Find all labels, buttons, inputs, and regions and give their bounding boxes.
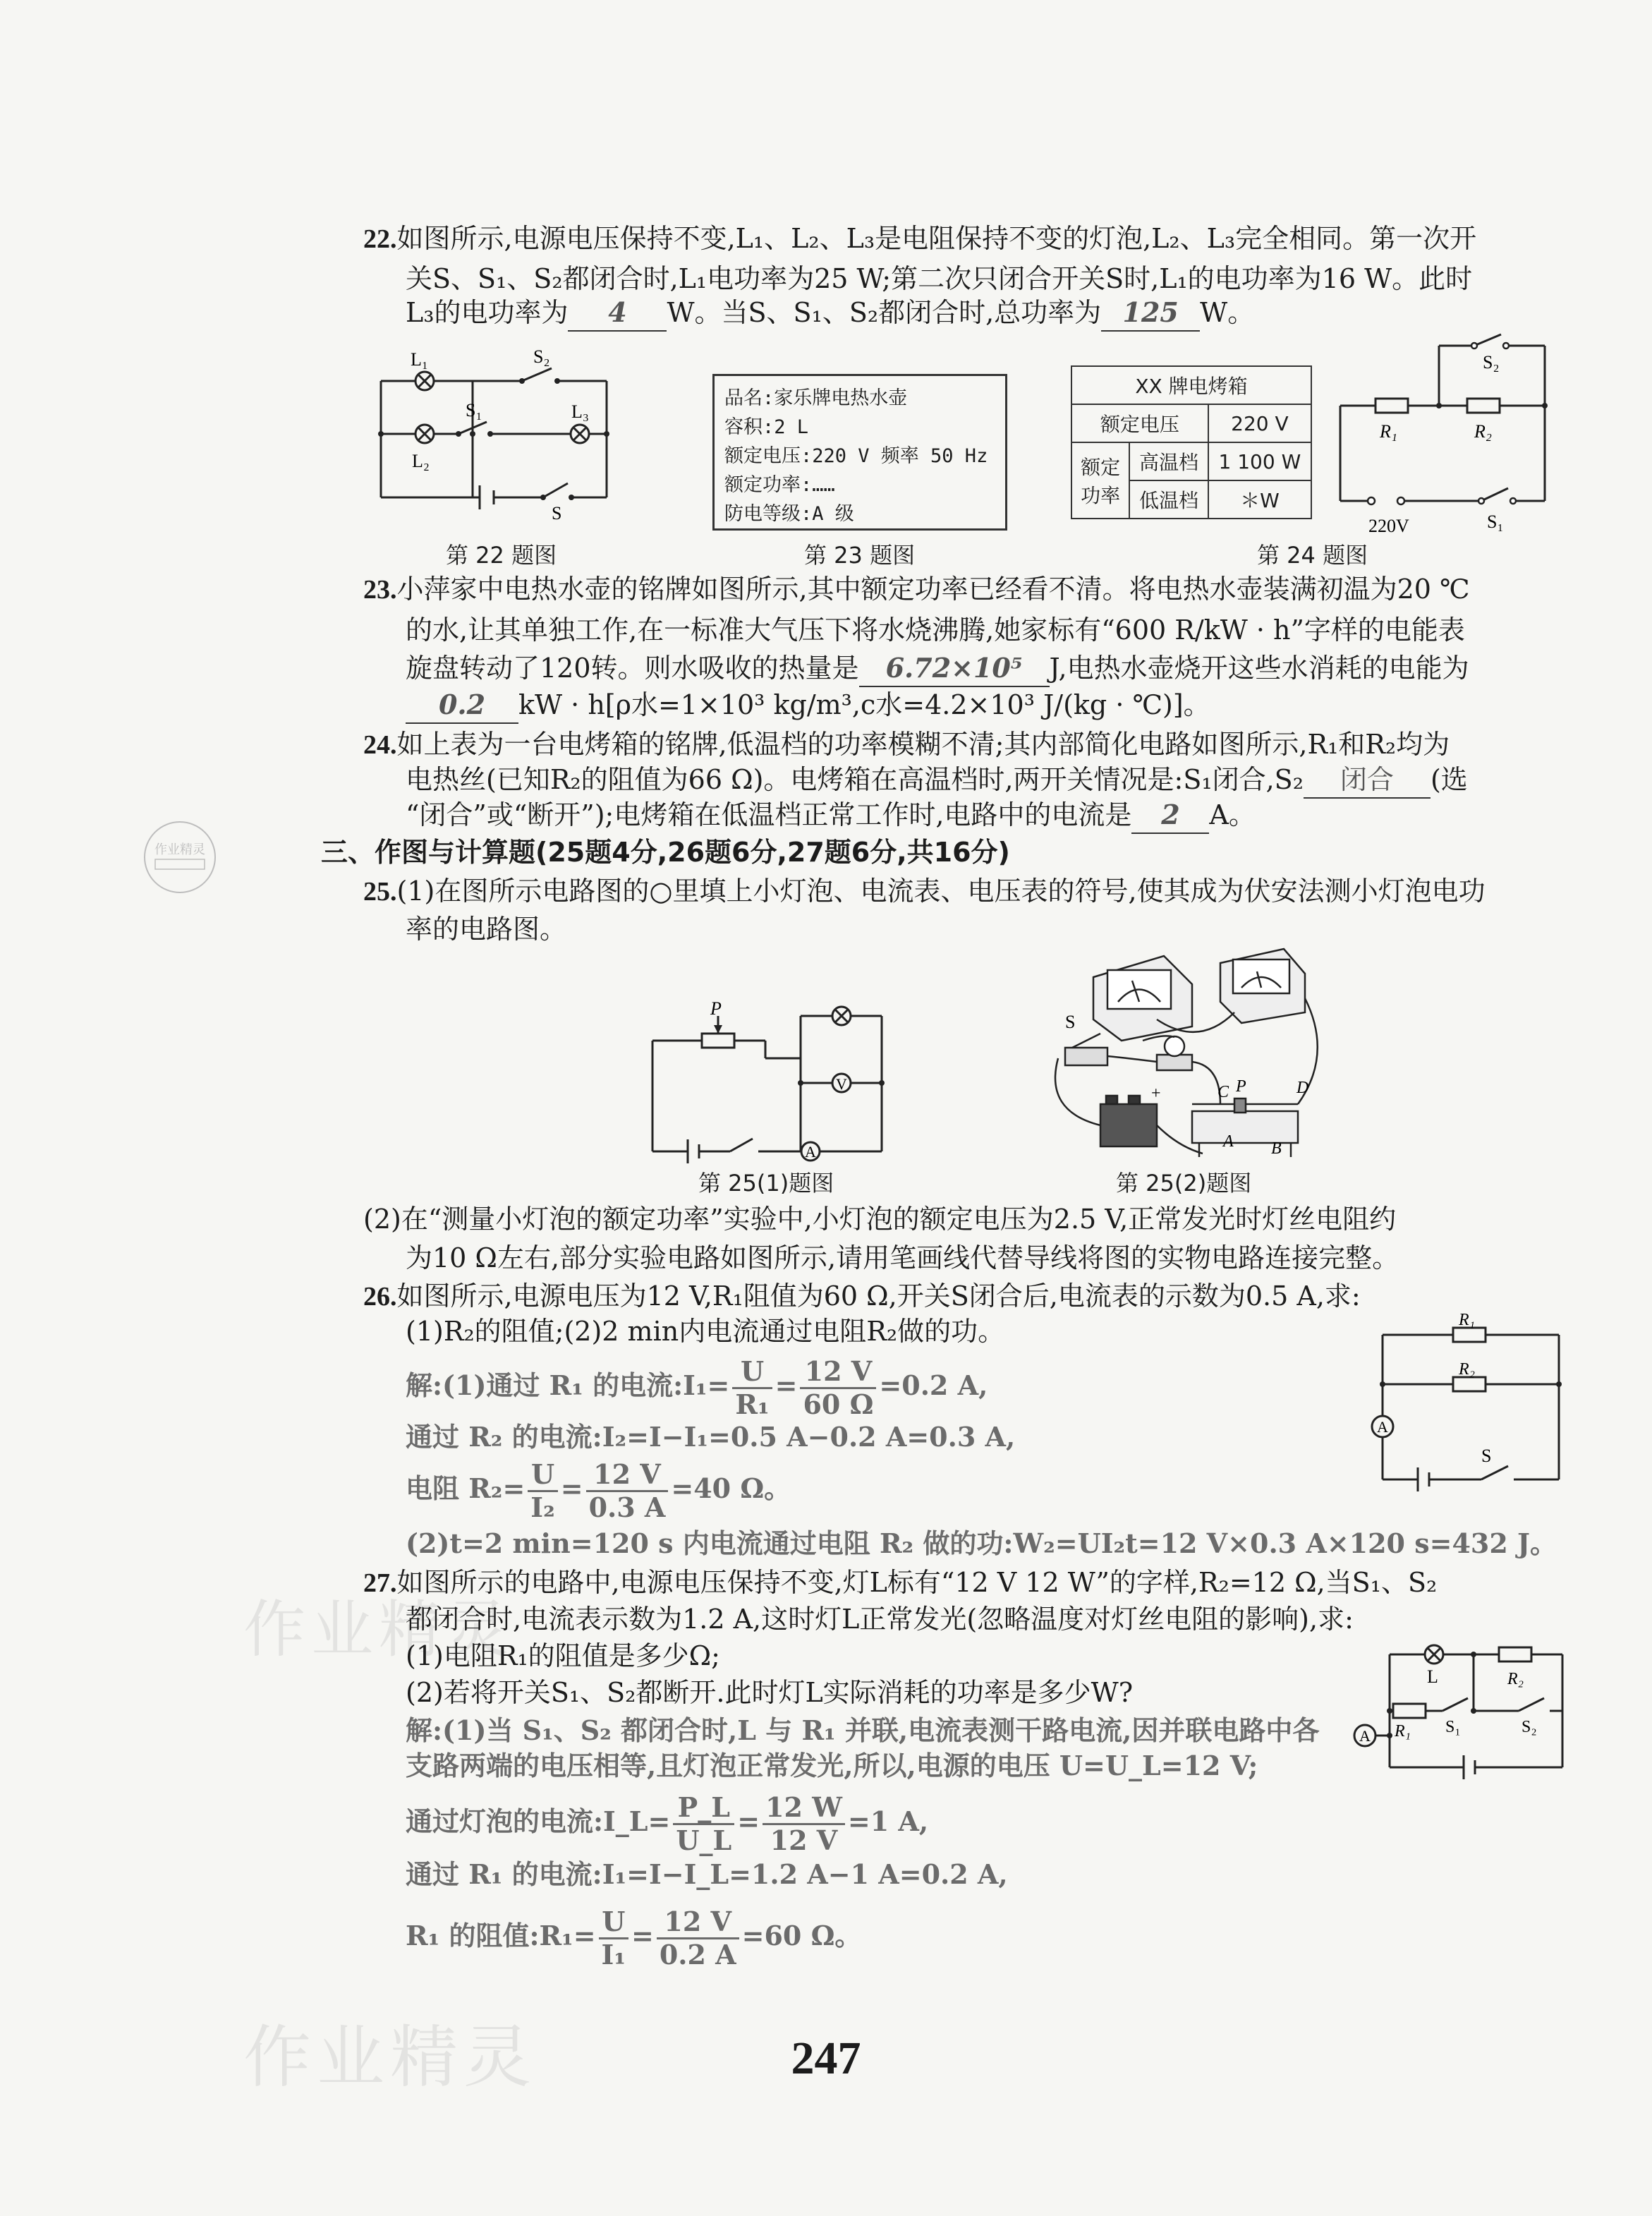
q24-text: “闭合”或“断开”);电烤箱在低温档正常工作时,电路中的电流是 (406, 799, 1132, 830)
q24-text: 电热丝(已知R₂的阻值为66 Ω)。电烤箱在高温档时,两开关情况是:S₁闭合,S₂ (406, 764, 1304, 795)
fraction-numerator: U (528, 1459, 557, 1492)
oven-label-part: 功率 (1081, 484, 1121, 507)
solution-text: =40 Ω。 (671, 1472, 791, 1504)
label-A: A (1223, 1132, 1234, 1151)
nameplate-line: 额定功率:…… (724, 474, 835, 496)
q23-text: kW · h[ρ水=1×10³ kg/m³,c水=4.2×10³ J/(kg · ℃)]。 (518, 689, 1210, 720)
fraction (657, 1906, 739, 1970)
label-C: C (1217, 1083, 1229, 1101)
figure-caption: 第 25(1)题图 (698, 1170, 834, 1197)
nameplate-line: 防电等级:A 级 (724, 503, 854, 525)
q24-line1 (363, 727, 1450, 763)
label-S: S (1481, 1446, 1492, 1466)
label-S2: S₂ (1483, 352, 1500, 373)
q27-line2: 都闭合时,电流表示数为1.2 A,这时灯L正常发光(忽略温度对灯丝电阻的影响),求: (406, 1604, 1354, 1635)
label-S: S (552, 503, 562, 522)
fraction (673, 1792, 734, 1856)
solution-text: =0.2 A, (879, 1369, 988, 1401)
label-A: A (805, 1143, 816, 1161)
label-B: B (1271, 1139, 1282, 1158)
label-L1: L₁ (411, 349, 428, 370)
figure-23-nameplate (712, 374, 1007, 531)
oven-value: ＊W (1208, 480, 1311, 519)
fraction-denominator: I₂ (530, 1491, 555, 1523)
label-A: A (1359, 1727, 1371, 1745)
label-A: A (1377, 1418, 1388, 1436)
figure-caption: 第 24 题图 (1257, 542, 1368, 569)
q25-text: (1)在图所示电路图的○里填上小灯泡、电流表、电压表的符号,使其成为伏安法测小灯泡电功 (396, 876, 1486, 907)
q26-line2: (1)R₂的阻值;(2)2 min内电流通过电阻R₂做的功。 (406, 1316, 1005, 1347)
oven-label: 低温档 (1129, 480, 1208, 519)
question-number: 22. (363, 224, 397, 254)
fraction (763, 1792, 845, 1856)
q24-text: 如上表为一台电烤箱的铭牌,低温档的功率模糊不清;其内部简化电路如图所示,R₁和R₂均为 (396, 729, 1450, 760)
watermark: 作业精灵 (243, 1593, 515, 1666)
q23-text: J,电热水壶烧开这些水消耗的电能为 (1049, 653, 1469, 684)
label-P: P (710, 1002, 722, 1019)
question-number: 23. (363, 575, 397, 605)
label-V: V (836, 1075, 847, 1093)
q23-text: 小萍家中电热水壶的铭牌如图所示,其中额定功率已经看不清。将电热水壶装满初温为20 ℃ (396, 574, 1470, 605)
q22-text: W。当S、S₁、S₂都闭合时,总功率为 (667, 297, 1102, 328)
q26-text: 如图所示,电源电压为12 V,R₁阻值为60 Ω,开关S闭合后,电流表的示数为0.5 A,求: (396, 1280, 1361, 1312)
figure-26-circuit (1354, 1314, 1573, 1497)
stamp (141, 818, 219, 896)
label-D: D (1296, 1079, 1309, 1097)
q24-line3 (406, 797, 1256, 834)
q27-line1 (363, 1565, 1437, 1601)
question-number: 25. (363, 877, 397, 907)
fraction-denominator: R₁ (735, 1388, 770, 1420)
q26-solution-3 (406, 1459, 791, 1523)
oven-value: 220 V (1208, 404, 1311, 442)
section-heading: 三、作图与计算题(25题4分,26题6分,27题6分,共16分) (321, 837, 1010, 868)
label-R2: R₂ (1507, 1670, 1524, 1688)
solution-text: 电阻 R₂= (406, 1472, 526, 1504)
q27-line3: (1)电阻R₁的阻值是多少Ω; (406, 1640, 720, 1671)
label-R1: R₁ (1395, 1722, 1411, 1740)
solution-text: R₁ 的阻值:R₁= (406, 1920, 596, 1951)
label-plus: + (1151, 1084, 1161, 1103)
label-S1: S₁ (1445, 1718, 1461, 1736)
label-R1: R₁ (1459, 1314, 1476, 1329)
q22-line2: 关S、S₁、S₂都闭合时,L₁电功率为25 W;第二次只闭合开关S时,L₁的电功率为16 W。此时 (406, 263, 1473, 294)
fraction-numerator: P_L (673, 1792, 734, 1825)
q23-text: 旋盘转动了120转。则水吸收的热量是 (406, 653, 859, 684)
answer-blank: 2 (1131, 797, 1209, 834)
watermark: 作业精灵 (243, 2018, 537, 2097)
answer-blank: 125 (1101, 295, 1200, 332)
label-L: L (1427, 1666, 1438, 1687)
q22-text: 如图所示,电源电压保持不变,L₁、L₂、L₃是电阻保持不变的灯泡,L₂、L₃完全相同。第一次开 (396, 223, 1477, 254)
oven-title: XX 牌电烤箱 (1071, 366, 1311, 404)
stamp-text: 作业精灵 (154, 842, 205, 857)
q24-line2 (406, 762, 1468, 799)
question-number: 26. (363, 1282, 397, 1312)
figure-25-2-apparatus (1051, 935, 1333, 1171)
fraction-denominator: 0.3 A (588, 1491, 666, 1523)
oven-value: 1 100 W (1208, 442, 1311, 480)
figure-27-circuit (1351, 1633, 1573, 1788)
oven-label-part: 额定 (1081, 456, 1121, 479)
label-S: S (1065, 1012, 1076, 1032)
label-220V: 220V (1368, 516, 1409, 536)
fraction (732, 1356, 772, 1420)
nameplate-line: 额定电压:220 V 频率 50 Hz (724, 445, 988, 467)
label-R1: R₁ (1380, 421, 1397, 442)
q26-solution-2: 通过 R₂ 的电流:I₂=I−I₁=0.5 A−0.2 A=0.3 A, (406, 1421, 1016, 1453)
label-L3: L₃ (571, 401, 589, 422)
figure-22-circuit (367, 346, 621, 522)
fraction-numerator: 12 V (586, 1459, 669, 1492)
q24-text: (选 (1430, 764, 1468, 795)
q22-line1 (363, 221, 1476, 257)
figure-caption: 第 22 题图 (446, 542, 557, 569)
oven-label: 额定电压 (1071, 404, 1208, 442)
q27-solution-5 (406, 1906, 861, 1970)
label-L2: L₂ (412, 451, 430, 471)
q27-solution-1: 解:(1)当 S₁、S₂ 都闭合时,L 与 R₁ 并联,电流表测干路电流,因并联电路中各 (406, 1714, 1320, 1746)
q27-line4: (2)若将开关S₁、S₂都断开.此时灯L实际消耗的功率是多少W? (406, 1677, 1134, 1708)
fraction-numerator: U (599, 1906, 628, 1939)
label-S2: S₂ (1522, 1718, 1537, 1736)
answer-blank: 4 (568, 295, 667, 332)
fraction (599, 1906, 628, 1970)
page-number: 247 (791, 2033, 861, 2084)
fraction (528, 1459, 557, 1523)
fraction-denominator: 12 V (770, 1824, 838, 1856)
solution-text: 解:(1)通过 R₁ 的电流:I₁= (406, 1369, 730, 1401)
oven-label: 高温档 (1129, 442, 1208, 480)
fraction-numerator: 12 V (800, 1356, 876, 1389)
figure-24-circuit (1326, 332, 1566, 536)
question-number: 27. (363, 1568, 397, 1598)
answer-blank: 0.2 (406, 687, 518, 724)
fraction-numerator: 12 V (657, 1906, 739, 1939)
fraction (800, 1356, 876, 1420)
solution-text: = (560, 1472, 583, 1504)
figure-caption: 第 25(2)题图 (1116, 1170, 1252, 1197)
figure-25-1-circuit (645, 1002, 899, 1171)
solution-text: = (737, 1805, 760, 1837)
label-S1: S₁ (1487, 511, 1504, 532)
solution-text: =60 Ω。 (741, 1920, 862, 1951)
q23-line1 (363, 571, 1470, 607)
q24-text: A。 (1209, 799, 1256, 830)
figure-24-nameplate (1071, 365, 1312, 519)
solution-text: 通过灯泡的电流:I_L= (406, 1805, 671, 1837)
solution-text: =1 A, (847, 1805, 929, 1837)
nameplate-line: 容积:2 L (724, 416, 809, 438)
question-number: 24. (363, 730, 397, 760)
q22-line3 (406, 295, 1254, 332)
q26-line1 (363, 1278, 1361, 1314)
fraction-denominator: 0.2 A (659, 1939, 736, 1970)
fraction-denominator: 60 Ω (803, 1388, 874, 1420)
oven-label (1071, 442, 1129, 519)
q23-line4 (406, 687, 1210, 724)
q25-line1 (363, 873, 1486, 909)
q26-solution-1 (406, 1356, 988, 1420)
q27-solution-2: 支路两端的电压相等,且灯泡正常发光,所以,电源的电压 U=U_L=12 V; (406, 1750, 1258, 1781)
label-R2: R₂ (1474, 421, 1492, 442)
q25-line3: (2)在“测量小灯泡的额定功率”实验中,小灯泡的额定电压为2.5 V,正常发光时灯丝电阻约 (363, 1204, 1397, 1235)
figure-caption: 第 23 题图 (804, 542, 916, 569)
fraction-numerator: U (732, 1356, 772, 1389)
label-R2: R₂ (1459, 1360, 1476, 1379)
label-S1: S₁ (466, 400, 482, 420)
q23-line2: 的水,让其单独工作,在一标准大气压下将水烧沸腾,她家标有“600 R/kW · h”字样的电能表 (406, 614, 1465, 646)
label-P: P (1236, 1077, 1246, 1096)
fraction-denominator: U_L (676, 1824, 732, 1856)
fraction-denominator: I₁ (601, 1939, 626, 1970)
solution-text: = (775, 1369, 798, 1401)
q22-text: W。 (1200, 297, 1255, 328)
q26-solution-4: (2)t=2 min=120 s 内电流通过电阻 R₂ 做的功:W₂=UI₂t=12 V×0.3 A×120 s=432 J。 (406, 1527, 1557, 1559)
q27-solution-4: 通过 R₁ 的电流:I₁=I−I_L=1.2 A−1 A=0.2 A, (406, 1858, 1008, 1890)
q27-solution-3 (406, 1792, 928, 1856)
fraction-numerator: 12 W (763, 1792, 845, 1825)
q25-line2: 率的电路图。 (406, 914, 567, 945)
solution-text: = (631, 1920, 654, 1951)
q22-text: L₃的电功率为 (406, 297, 569, 328)
label-S2: S₂ (533, 346, 550, 367)
q27-text: 如图所示的电路中,电源电压保持不变,灯L标有“12 V 12 W”的字样,R₂=12 Ω,当S₁、S₂ (396, 1567, 1438, 1598)
answer-blank: 闭合 (1304, 762, 1431, 799)
nameplate-line: 品名:家乐牌电热水壶 (724, 387, 908, 409)
fraction (586, 1459, 669, 1523)
q25-line4: 为10 Ω左右,部分实验电路如图所示,请用笔画线代替导线将图的实物电路连接完整。 (406, 1242, 1399, 1273)
q23-line3 (406, 650, 1469, 687)
answer-blank: 6.72×10⁵ (859, 650, 1050, 687)
